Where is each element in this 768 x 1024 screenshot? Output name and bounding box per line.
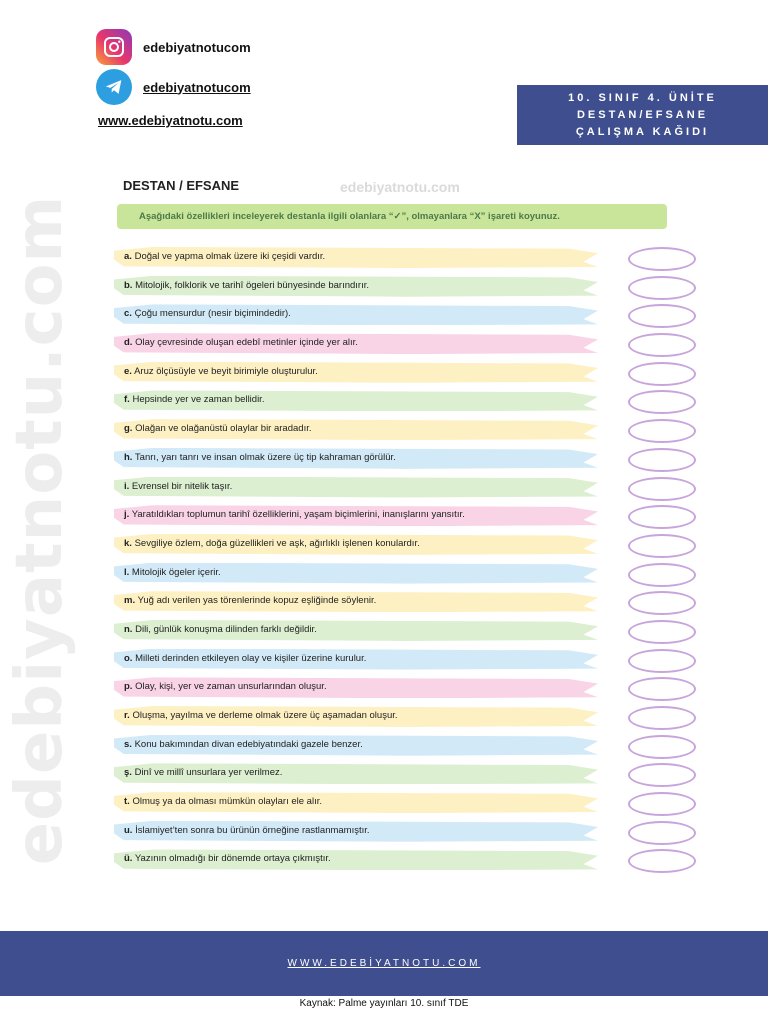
- side-watermark-text: edebiyatnotu.com: [3, 194, 77, 866]
- instruction-text: Aşağıdaki özellikleri inceleyerek destanla ilgili olanlara “✓”, olmayanlara “X” işareti koyunuz.: [139, 211, 560, 222]
- list-item: [114, 503, 704, 532]
- item-statement: [124, 423, 311, 434]
- list-item: [114, 302, 704, 331]
- item-text: Mitolojik, folklorik ve tarihî ögeleri bünyesinde barındırır.: [135, 279, 370, 291]
- list-item: [114, 847, 704, 876]
- item-text: Tanrı, yarı tanrı ve insan olmak üzere üç tip kahraman görülür.: [134, 451, 396, 463]
- item-text: Olmuş ya da olması mümkün olayları ele alır.: [132, 796, 322, 808]
- item-letter: l.: [124, 566, 130, 578]
- instagram-link[interactable]: [96, 29, 251, 65]
- header-line-3: ÇALIŞMA KAĞIDI: [575, 125, 710, 138]
- list-item: [114, 675, 704, 704]
- answer-oval[interactable]: [628, 649, 696, 673]
- item-text: Olağan ve olağanüstü olaylar bir aradadır.: [135, 423, 312, 435]
- item-letter: u.: [124, 824, 133, 836]
- item-statement: [124, 710, 398, 721]
- item-text: Olay çevresinde oluşan edebî metinler içinde yer alır.: [135, 337, 358, 349]
- item-text: Oluşma, yayılma ve derleme olmak üzere üç aşamadan oluşur.: [132, 710, 398, 721]
- answer-oval[interactable]: [628, 333, 696, 357]
- item-letter: e.: [124, 365, 132, 377]
- item-letter: r.: [124, 710, 130, 721]
- answer-oval[interactable]: [628, 620, 696, 644]
- list-item: [114, 561, 704, 590]
- website-link[interactable]: www.edebiyatnotu.com: [98, 113, 243, 128]
- item-statement: [124, 308, 291, 319]
- item-letter: c.: [124, 308, 132, 320]
- list-item: [114, 331, 704, 360]
- item-text: Evrensel bir nitelik taşır.: [131, 480, 233, 492]
- item-statement: [124, 337, 358, 348]
- answer-oval[interactable]: [628, 477, 696, 501]
- list-item: [114, 647, 704, 676]
- header-banner: [517, 85, 768, 145]
- worksheet-title: DESTAN / EFSANE: [123, 178, 240, 193]
- item-text: Milleti derinden etkileyen olay ve kişiler üzerine kurulur.: [135, 652, 367, 664]
- list-item: [114, 417, 704, 446]
- answer-oval[interactable]: [628, 735, 696, 759]
- item-statement: [124, 681, 327, 692]
- answer-oval[interactable]: [628, 763, 696, 787]
- item-text: Dinî ve millî unsurlara yer verilmez.: [134, 767, 283, 779]
- item-statement: [124, 481, 232, 492]
- answer-oval[interactable]: [628, 276, 696, 300]
- item-letter: i.: [124, 480, 130, 492]
- header-line-1: 10. SINIF 4. ÜNİTE: [568, 91, 717, 104]
- list-item: [114, 245, 704, 274]
- item-letter: t.: [124, 796, 130, 808]
- item-text: Konu bakımından divan edebiyatındaki gazele benzer.: [134, 738, 363, 750]
- item-statement: [124, 739, 363, 750]
- list-item: [114, 704, 704, 733]
- item-letter: k.: [124, 537, 132, 549]
- answer-oval[interactable]: [628, 849, 696, 873]
- item-text: Aruz ölçüsüyle ve beyit birimiyle oluşturulur.: [134, 365, 318, 377]
- item-text: Sevgiliye özlem, doğa güzellikleri ve aşk, ağırlıklı işlenen konulardır.: [134, 537, 420, 549]
- answer-oval[interactable]: [628, 505, 696, 529]
- item-statement: [124, 366, 318, 377]
- item-letter: f.: [124, 394, 130, 406]
- footer-bar: [0, 931, 768, 996]
- answer-oval[interactable]: [628, 677, 696, 701]
- item-statement: [124, 394, 264, 405]
- instagram-handle: edebiyatnotucom: [143, 39, 251, 55]
- item-letter: n.: [124, 623, 133, 635]
- list-item: [114, 360, 704, 389]
- item-letter: j.: [124, 509, 130, 521]
- answer-oval[interactable]: [628, 563, 696, 587]
- answer-oval[interactable]: [628, 247, 696, 271]
- side-watermark: [0, 194, 80, 866]
- list-item: [114, 790, 704, 819]
- item-text: Yuğ adı verilen yas törenlerinde kopuz eşliğinde söylenir.: [137, 595, 377, 607]
- item-statement: [124, 767, 282, 778]
- list-item: [114, 446, 704, 475]
- item-list: [114, 245, 704, 876]
- item-letter: a.: [124, 251, 132, 262]
- item-statement: [124, 567, 221, 578]
- item-statement: [124, 280, 369, 291]
- list-item: [114, 589, 704, 618]
- footer-link[interactable]: WWW.EDEBİYATNOTU.COM: [287, 958, 481, 969]
- list-item: [114, 733, 704, 762]
- telegram-link[interactable]: [96, 69, 251, 105]
- item-statement: [124, 796, 322, 807]
- item-statement: [124, 251, 325, 262]
- item-letter: p.: [124, 681, 133, 693]
- item-letter: b.: [124, 279, 133, 291]
- instagram-icon: [96, 29, 132, 65]
- answer-oval[interactable]: [628, 362, 696, 386]
- answer-oval[interactable]: [628, 419, 696, 443]
- list-item: [114, 475, 704, 504]
- answer-oval[interactable]: [628, 821, 696, 845]
- item-text: Yazının olmadığı bir dönemde ortaya çıkmıştır.: [134, 853, 331, 865]
- item-statement: [124, 452, 396, 463]
- telegram-handle: edebiyatnotucom: [143, 79, 251, 95]
- item-statement: [124, 853, 331, 864]
- item-letter: o.: [124, 652, 133, 664]
- item-letter: h.: [124, 451, 133, 463]
- answer-oval[interactable]: [628, 448, 696, 472]
- list-item: [114, 388, 704, 417]
- item-letter: ü.: [124, 853, 133, 865]
- item-text: Olay, kişi, yer ve zaman unsurlarından oluşur.: [135, 681, 327, 693]
- item-text: İslamiyet’ten sonra bu ürünün örneğine rastlanmamıştır.: [135, 824, 370, 836]
- item-text: Dili, günlük konuşma dilinden farklı değildir.: [135, 623, 317, 635]
- item-text: Yaratıldıkları toplumun tarihî özelliklerini, yaşam biçimlerini, inanışlarını yansıtır.: [131, 509, 465, 521]
- answer-oval[interactable]: [628, 534, 696, 558]
- item-statement: [124, 595, 376, 606]
- item-statement: [124, 825, 370, 836]
- list-item: [114, 532, 704, 561]
- instruction-banner: [117, 204, 667, 229]
- item-statement: [124, 624, 317, 635]
- item-text: Doğal ve yapma olmak üzere iki çeşidi vardır.: [134, 251, 326, 262]
- source-note: Kaynak: Palme yayınları 10. sınıf TDE: [299, 998, 469, 1009]
- item-letter: s.: [124, 738, 132, 750]
- list-item: [114, 274, 704, 303]
- answer-oval[interactable]: [628, 304, 696, 328]
- answer-oval[interactable]: [628, 792, 696, 816]
- answer-oval[interactable]: [628, 591, 696, 615]
- item-text: Çoğu mensurdur (nesir biçimindedir).: [134, 308, 291, 320]
- item-text: Hepsinde yer ve zaman bellidir.: [132, 394, 265, 406]
- item-letter: g.: [124, 423, 133, 435]
- item-letter: d.: [124, 337, 133, 349]
- list-item: [114, 618, 704, 647]
- item-letter: m.: [124, 595, 136, 607]
- header-line-2: DESTAN/EFSANE: [576, 108, 709, 121]
- item-statement: [124, 509, 465, 520]
- answer-oval[interactable]: [628, 390, 696, 414]
- telegram-icon: [96, 69, 132, 105]
- item-statement: [124, 653, 366, 664]
- item-text: Mitolojik ögeler içerir.: [131, 566, 221, 578]
- item-letter: ş.: [124, 767, 132, 779]
- worksheet-watermark: edebiyatnotu.com: [340, 179, 460, 195]
- item-statement: [124, 538, 420, 549]
- list-item: [114, 761, 704, 790]
- answer-oval[interactable]: [628, 706, 696, 730]
- list-item: [114, 819, 704, 848]
